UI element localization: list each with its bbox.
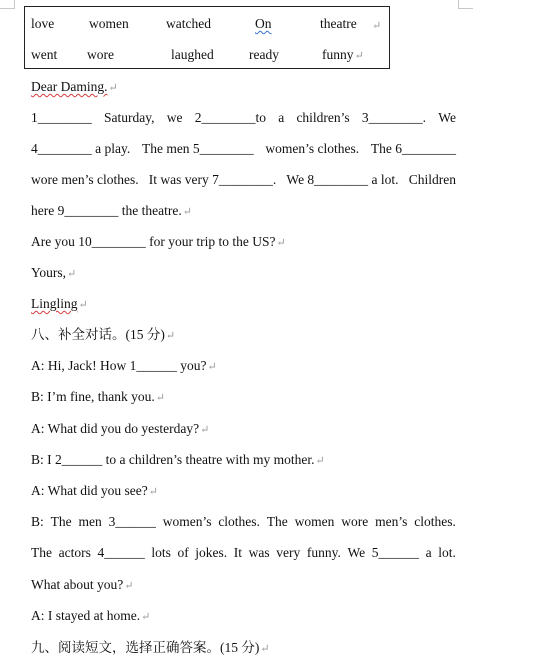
paragraph-mark: ↵ xyxy=(354,50,364,62)
paragraph-mark: ↵ xyxy=(141,611,151,623)
word-funny xyxy=(322,47,364,64)
text-fragment: We xyxy=(347,545,366,560)
text-fragment: B: xyxy=(31,514,44,529)
dialogue-blank-4: 4______ xyxy=(97,545,145,560)
text-fragment: Children xyxy=(408,172,456,187)
word-funny-text: funny xyxy=(322,47,354,62)
letter-line-3 xyxy=(31,171,456,189)
text-fragment: children’s xyxy=(296,110,350,125)
dialogue-text: A: What did you do yesterday? xyxy=(31,421,200,436)
text-fragment: We xyxy=(438,110,456,125)
letter-closing xyxy=(31,264,76,283)
blank-9-line: here 9________ the theatre. xyxy=(31,203,182,218)
dialogue-line-6 xyxy=(31,513,456,531)
text-fragment: The xyxy=(266,514,288,529)
text-fragment: Saturday, xyxy=(103,110,155,125)
paragraph-mark: ↵ xyxy=(207,361,217,373)
paragraph-mark: ↵ xyxy=(78,299,88,311)
text-fragment: wore xyxy=(341,514,369,529)
paragraph-mark: ↵ xyxy=(165,330,176,342)
dialogue-line-9 xyxy=(31,607,150,626)
text-fragment: actors xyxy=(58,545,91,560)
blank-3: 3________. xyxy=(361,110,427,125)
text-fragment: lots xyxy=(151,545,171,560)
section-8-heading-text: 八、补全对话。(15 分) xyxy=(31,327,165,342)
text-fragment: was xyxy=(248,545,270,560)
text-fragment: very xyxy=(276,545,301,560)
text-fragment: men’s xyxy=(375,514,408,529)
section-9-heading-text: 九、阅读短文，选择正确答案。(15 分) xyxy=(31,640,260,655)
dialogue-text: A: I stayed at home. xyxy=(31,608,141,623)
dialogue-text: B: I 2______ to a children’s theatre with my mother. xyxy=(31,452,315,467)
greeting-text: Dear Daming. xyxy=(31,79,108,94)
word-laughed: laughed xyxy=(171,47,214,62)
letter-line-4 xyxy=(31,202,192,221)
paragraph-mark: ↵ xyxy=(124,580,134,592)
dialogue-text: B: I’m fine, thank you. xyxy=(31,389,155,404)
blank-2: 2________to xyxy=(194,110,266,125)
paragraph-mark: ↵ xyxy=(108,82,118,94)
blank-7-fragment: It was very 7________. xyxy=(148,172,277,187)
letter-greeting xyxy=(31,78,118,97)
paragraph-mark: ↵ xyxy=(276,237,286,249)
letter-line-5 xyxy=(31,233,286,252)
dialogue-blank-5: 5______ xyxy=(371,545,419,560)
letter-line-1 xyxy=(31,109,456,127)
letter-line-2 xyxy=(31,140,456,158)
word-love: love xyxy=(31,16,55,31)
paragraph-mark: ↵ xyxy=(148,486,158,498)
dialogue-text: A: What did you see? xyxy=(31,483,148,498)
blank-1: 1________ xyxy=(31,110,92,125)
paragraph-mark: ↵ xyxy=(372,20,382,32)
blank-8-fragment: We 8________ a lot. xyxy=(286,172,399,187)
closing-text: Yours, xyxy=(31,265,67,280)
text-fragment: The xyxy=(31,545,52,560)
text-fragment: It xyxy=(233,545,243,560)
paragraph-mark: ↵ xyxy=(260,643,270,655)
text-fragment: wore men’s clothes. xyxy=(31,172,139,187)
word-theatre xyxy=(320,16,357,32)
text-fragment: of xyxy=(177,545,189,560)
page-corner-mark-right xyxy=(458,0,473,9)
text-fragment: a xyxy=(425,545,432,560)
blank-4-fragment: 4________ a play. xyxy=(31,141,131,156)
word-women: women xyxy=(89,16,129,31)
text-fragment: we xyxy=(166,110,183,125)
text-fragment: The xyxy=(50,514,72,529)
paragraph-mark: ↵ xyxy=(155,392,165,404)
text-fragment: men xyxy=(78,514,102,529)
dialogue-line-8 xyxy=(31,576,133,595)
paragraph-mark: ↵ xyxy=(200,424,210,436)
dialogue-line-1 xyxy=(31,357,217,376)
text-fragment: women xyxy=(294,514,335,529)
blank-10-line: Are you 10________ for your trip to the US? xyxy=(31,234,276,249)
section-9-heading xyxy=(31,639,270,658)
text-fragment: lot. xyxy=(438,545,456,560)
page-corner-mark-left xyxy=(0,0,15,9)
dialogue-line-4 xyxy=(31,451,325,470)
dialogue-line-7 xyxy=(31,544,456,562)
word-wore: wore xyxy=(87,47,114,62)
blank-6-fragment: The 6________ xyxy=(370,141,456,156)
word-watched: watched xyxy=(166,16,211,31)
text-fragment: funny. xyxy=(306,545,341,560)
word-on: On xyxy=(255,16,272,31)
dialogue-line-5 xyxy=(31,482,158,501)
text-fragment: women’s xyxy=(162,514,212,529)
text-fragment: clothes. xyxy=(218,514,260,529)
word-ready: ready xyxy=(249,47,279,62)
text-fragment: jokes. xyxy=(195,545,228,560)
dialogue-line-3 xyxy=(31,420,209,439)
paragraph-mark: ↵ xyxy=(182,206,192,218)
dialogue-line-2 xyxy=(31,388,165,407)
paragraph-mark: ↵ xyxy=(67,268,77,280)
paragraph-mark: ↵ xyxy=(315,455,325,467)
section-8-heading xyxy=(31,326,175,345)
letter-signature xyxy=(31,295,88,314)
dialogue-text: What about you? xyxy=(31,577,124,592)
word-bank-box xyxy=(24,6,390,69)
text-fragment: clothes. xyxy=(414,514,456,529)
word-theatre-text: theatre xyxy=(320,16,357,31)
text-fragment: women’s clothes. xyxy=(265,141,360,156)
dialogue-blank-3: 3______ xyxy=(108,514,156,529)
dialogue-text: A: Hi, Jack! How 1______ you? xyxy=(31,358,207,373)
signature-text: Lingling xyxy=(31,296,78,311)
blank-5-fragment: The men 5________ xyxy=(141,141,254,156)
text-fragment: a xyxy=(278,110,285,125)
word-went: went xyxy=(31,47,58,62)
